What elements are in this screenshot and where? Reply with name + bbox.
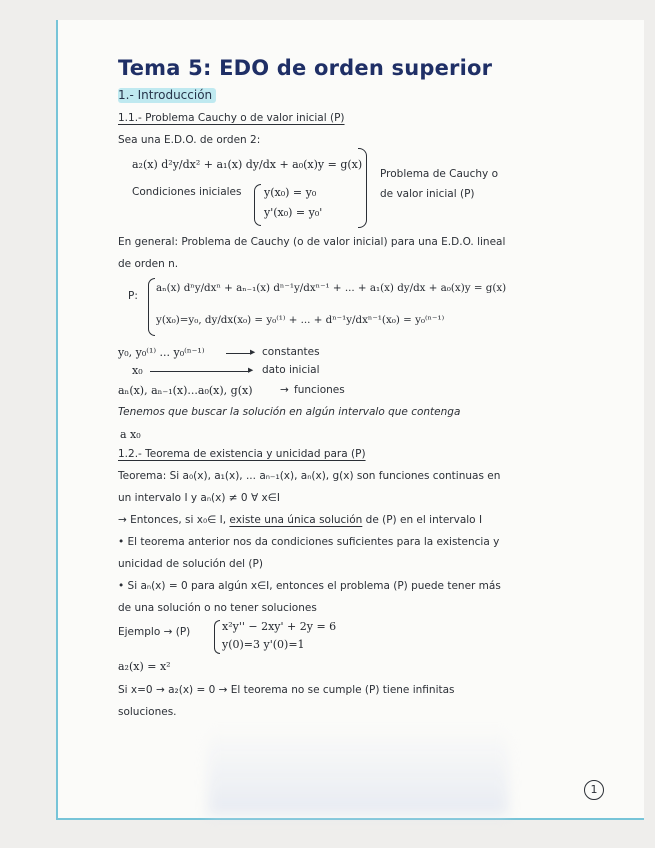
consequence-line [118, 514, 482, 526]
side-note-1: Problema de Cauchy o [380, 168, 498, 180]
condition-1: y(x₀) = y₀ [264, 186, 317, 199]
arrow-line-long [150, 371, 250, 372]
p-label: P: [128, 290, 138, 302]
arrow-line [226, 353, 252, 354]
smudge-area [208, 725, 508, 815]
section-heading: 1.- Introducción [118, 88, 213, 102]
conclusion-line-2: soluciones. [118, 706, 177, 718]
initial-conditions-label: Condiciones iniciales [132, 186, 242, 198]
line-sea: Sea una E.D.O. de orden 2: [118, 134, 261, 146]
constants-label: constantes [262, 346, 320, 358]
conclusion-line-1: Si x=0 → a₂(x) = 0 → El teorema no se cumple (P) tiene infinitas [118, 684, 455, 696]
general-line-1: En general: Problema de Cauchy (o de valor inicial) para una E.D.O. lineal [118, 236, 506, 248]
a2-definition: a₂(x) = x² [118, 660, 171, 673]
constants-list: y₀, y₀⁽¹⁾ ... y₀⁽ⁿ⁻¹⁾ [118, 346, 205, 359]
notebook-page [56, 20, 644, 820]
example-conditions: y(0)=3 y'(0)=1 [222, 638, 305, 651]
conditions-brace [254, 184, 261, 226]
x0-label: x₀ [132, 364, 143, 377]
theorem-line-1: Teorema: Si a₀(x), a₁(x), ... aₙ₋₁(x), aₙ(x), g(x) son funciones continuas en [118, 470, 501, 482]
initial-conditions-n: y(x₀)=y₀, dy/dx(x₀) = y₀⁽¹⁾ + ... + dⁿ⁻¹y/dxⁿ⁻¹(x₀) = y₀⁽ⁿ⁻¹⁾ [156, 314, 445, 326]
general-line-2: de orden n. [118, 258, 179, 270]
example-label: Ejemplo → (P) [118, 626, 191, 638]
side-note-2: de valor inicial (P) [380, 188, 475, 200]
example-brace [214, 620, 220, 654]
condition-2: y'(x₀) = y₀' [264, 206, 323, 219]
arrow-head-icon: ▸ [250, 346, 256, 358]
interval-line-1: Tenemos que buscar la solución en algún intervalo que contenga [118, 406, 461, 418]
functions-list: aₙ(x), aₙ₋₁(x)...a₀(x), g(x) [118, 384, 253, 397]
interval-line-2: a x₀ [120, 428, 141, 441]
example-equation: x²y'' − 2xy' + 2y = 6 [222, 620, 337, 633]
consequence-prefix: → Entonces, si x₀∈ I, [118, 514, 227, 526]
p-brace [148, 278, 155, 336]
unique-solution-text: existe una única solución [229, 514, 363, 526]
page-title: Tema 5: EDO de orden superior [118, 56, 493, 80]
bullet-2-line-1: • Si aₙ(x) = 0 para algún x∈I, entonces el problema (P) puede tener más [118, 580, 501, 592]
bullet-1-line-2: unicidad de solución del (P) [118, 558, 263, 570]
arrow-head-icon: ▸ [248, 364, 254, 376]
bullet-2-line-2: de una solución o no tener soluciones [118, 602, 317, 614]
subsection-theorem: 1.2.- Teorema de existencia y unicidad para (P) [118, 448, 366, 460]
initial-datum-label: dato inicial [262, 364, 320, 376]
page-number: 1 [584, 780, 604, 800]
equation-order-n: aₙ(x) dⁿy/dxⁿ + aₙ₋₁(x) dⁿ⁻¹y/dxⁿ⁻¹ + ... + a₁(x) dy/dx + a₀(x)y = g(x) [156, 282, 507, 294]
arrow-icon: → [280, 384, 289, 396]
consequence-suffix: de (P) en el intervalo I [365, 514, 483, 526]
theorem-line-2: un intervalo I y aₙ(x) ≠ 0 ∀ x∈I [118, 492, 280, 504]
equation-order-2: a₂(x) d²y/dx² + a₁(x) dy/dx + a₀(x)y = g(x) [132, 158, 363, 171]
subsection-cauchy: 1.1.- Problema Cauchy o de valor inicial (P) [118, 112, 345, 124]
functions-label: funciones [294, 384, 345, 396]
problem-brace [358, 148, 367, 228]
bullet-1-line-1: • El teorema anterior nos da condiciones suficientes para la existencia y [118, 536, 500, 548]
